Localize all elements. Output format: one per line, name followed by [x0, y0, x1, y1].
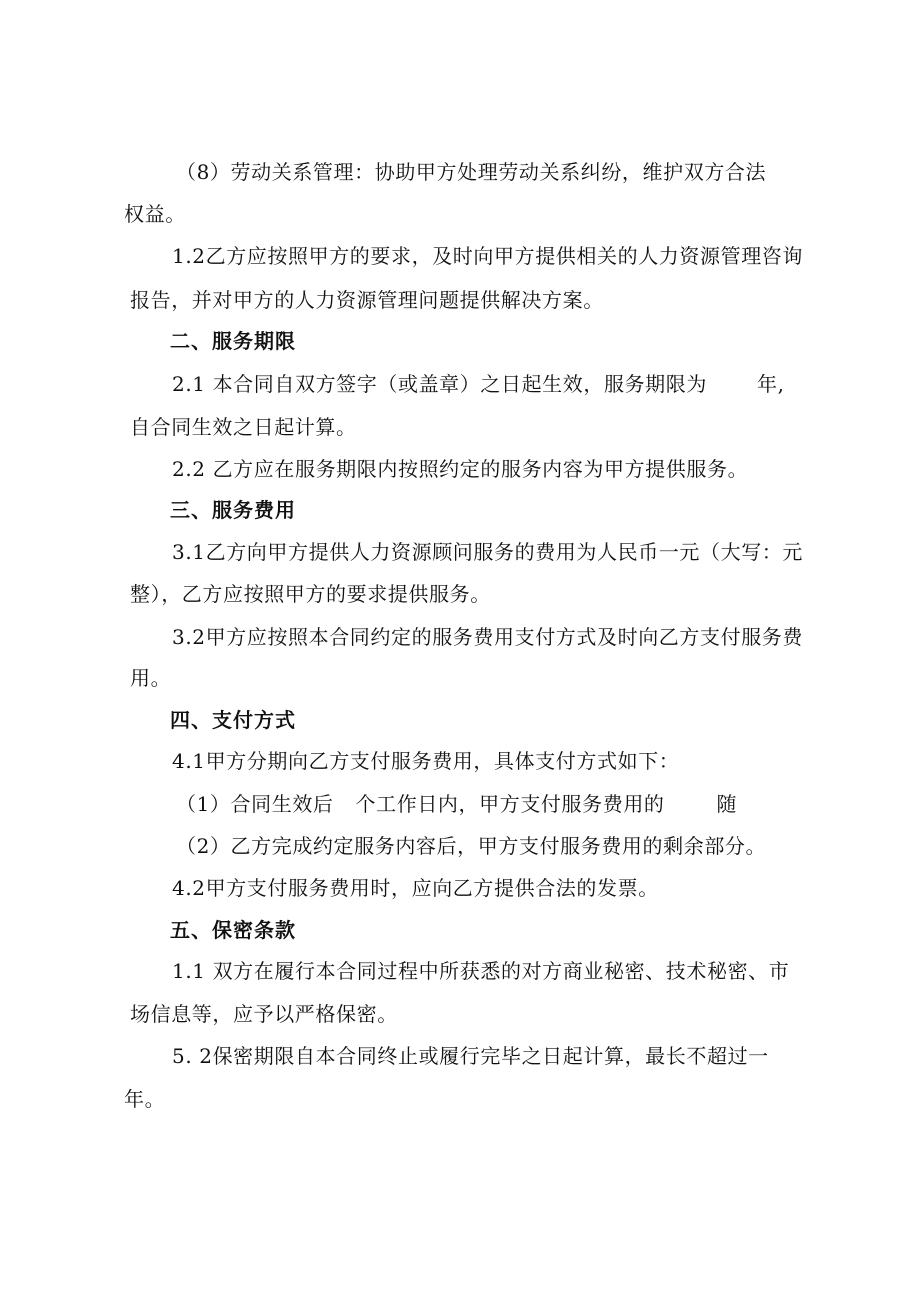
paragraph-line: 自合同生效之日起计算。 — [130, 415, 357, 439]
paragraph-line: （8）劳动关系管理：协助甲方处理劳动关系纠纷，维护双方合法 — [176, 160, 767, 184]
clause-text: 个工作日内，甲方支付服务费用的 — [355, 792, 665, 816]
paragraph-line: 4.1甲方分期向乙方支付服务费用，具体支付方式如下： — [172, 749, 680, 773]
paragraph-line: 4.2甲方支付服务费用时，应向乙方提供合法的发票。 — [172, 876, 659, 900]
clause-text: 2.1 本合同自双方签字（或盖章）之日起生效，服务期限为 — [172, 372, 707, 396]
paragraph-line — [176, 790, 737, 818]
clause-text: 随 — [716, 792, 738, 816]
paragraph-line: 用。 — [130, 666, 172, 690]
paragraph-line: 3.2甲方应按照本合同约定的服务费用支付方式及时向乙方支付服务费 — [172, 625, 804, 649]
section-heading-service-term: 二、服务期限 — [170, 329, 296, 353]
paragraph-line: 2.2 乙方应在服务期限内按照约定的服务内容为甲方提供服务。 — [172, 457, 749, 481]
paragraph-line: 1.2乙方应按照甲方的要求，及时向甲方提供相关的人力资源管理咨询 — [172, 244, 804, 268]
paragraph-line: 5. 2保密期限自本合同终止或履行完毕之日起计算，最长不超过一 — [172, 1044, 769, 1068]
paragraph-line: 整），乙方应按照甲方的要求提供服务。 — [130, 582, 491, 606]
paragraph-line: 报告，并对甲方的人力资源管理问题提供解决方案。 — [130, 288, 604, 312]
paragraph-line — [172, 370, 785, 398]
clause-text: （1）合同生效后 — [176, 792, 334, 816]
clause-text: 年, — [756, 372, 785, 396]
paragraph-line: 权益。 — [124, 202, 186, 226]
paragraph-line: 3.1乙方向甲方提供人力资源顾问服务的费用为人民币一元（大写：元 — [172, 540, 804, 564]
paragraph-line: 场信息等，应予以严格保密。 — [130, 1002, 398, 1026]
section-heading-service-fee: 三、服务费用 — [170, 498, 296, 522]
section-heading-confidentiality: 五、保密条款 — [170, 918, 296, 942]
paragraph-line: 1.1 双方在履行本合同过程中所获悉的对方商业秘密、技术秘密、市 — [172, 959, 790, 983]
paragraph-line: （2）乙方完成约定服务内容后，甲方支付服务费用的剩余部分。 — [176, 834, 767, 858]
section-heading-payment-method: 四、支付方式 — [170, 708, 296, 732]
paragraph-line: 年。 — [124, 1087, 166, 1111]
